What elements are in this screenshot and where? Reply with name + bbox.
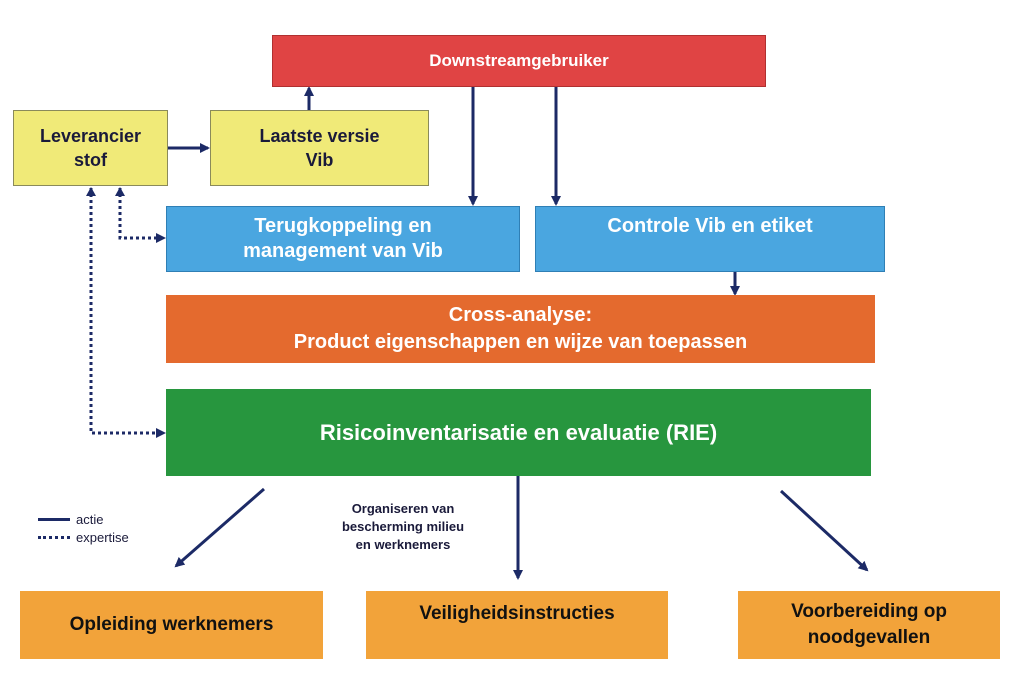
organiseren-line3: en werknemers [355,537,451,552]
legend-row-expertise [38,528,129,546]
legend-dotted-line [38,536,70,539]
voorbereiding-box [738,591,1000,659]
laatste-versie-label-line2: Vib [305,150,334,170]
legend [38,510,129,546]
terugkoppeling-label-line2: management van Vib [243,240,443,262]
leverancier-label-line2: stof [74,150,107,170]
controle-label: Controle Vib en etiket [607,215,813,237]
voorbereiding-label-line1: Voorbereiding op [791,601,947,622]
legend-solid-line [38,518,70,521]
laatste-versie-label-line1: Laatste versie [259,126,380,146]
veiligheid-box [366,591,668,659]
arrowhead-up-lev-terug [115,187,125,196]
dotted-lev-to-rie [91,188,164,433]
leverancier-label-line1: Leverancier [39,126,142,146]
legend-expertise-label: expertise [76,529,129,545]
organiseren-line2: bescherming milieu [341,519,465,534]
organiseren-line1: Organiseren van [351,501,455,516]
leverancier-box [13,110,168,186]
legend-row-actie [38,510,129,528]
cross-analyse-label-line1: Cross-analyse: [448,304,593,326]
veiligheid-label: Veiligheidsinstructies [419,603,615,624]
laatste-versie-box [210,110,429,186]
rie-label: Risicoinventarisatie en evaluatie (RIE) [319,419,718,445]
organiseren-label [318,500,488,554]
opleiding-label: Opleiding werknemers [69,614,274,635]
cross-analyse-label-line2: Product eigenschappen en wijze van toepassen [293,331,748,353]
controle-box [535,206,885,272]
voorbereiding-label-line2: noodgevallen [807,627,931,648]
legend-actie-label: actie [76,511,104,527]
arrowhead-up-lev-rie [86,187,96,196]
dotted-lev-to-terug [120,188,164,238]
arrow-rie-to-voorbereiding [781,491,867,570]
downstreamgebruiker-label: Downstreamgebruiker [429,51,609,70]
opleiding-box [20,591,323,659]
terugkoppeling-box [166,206,520,272]
terugkoppeling-label-line1: Terugkoppeling en [254,215,432,237]
cross-analyse-box [166,295,875,363]
rie-box [166,389,871,476]
arrow-rie-to-opleiding [176,489,264,566]
downstreamgebruiker-box [272,35,766,87]
